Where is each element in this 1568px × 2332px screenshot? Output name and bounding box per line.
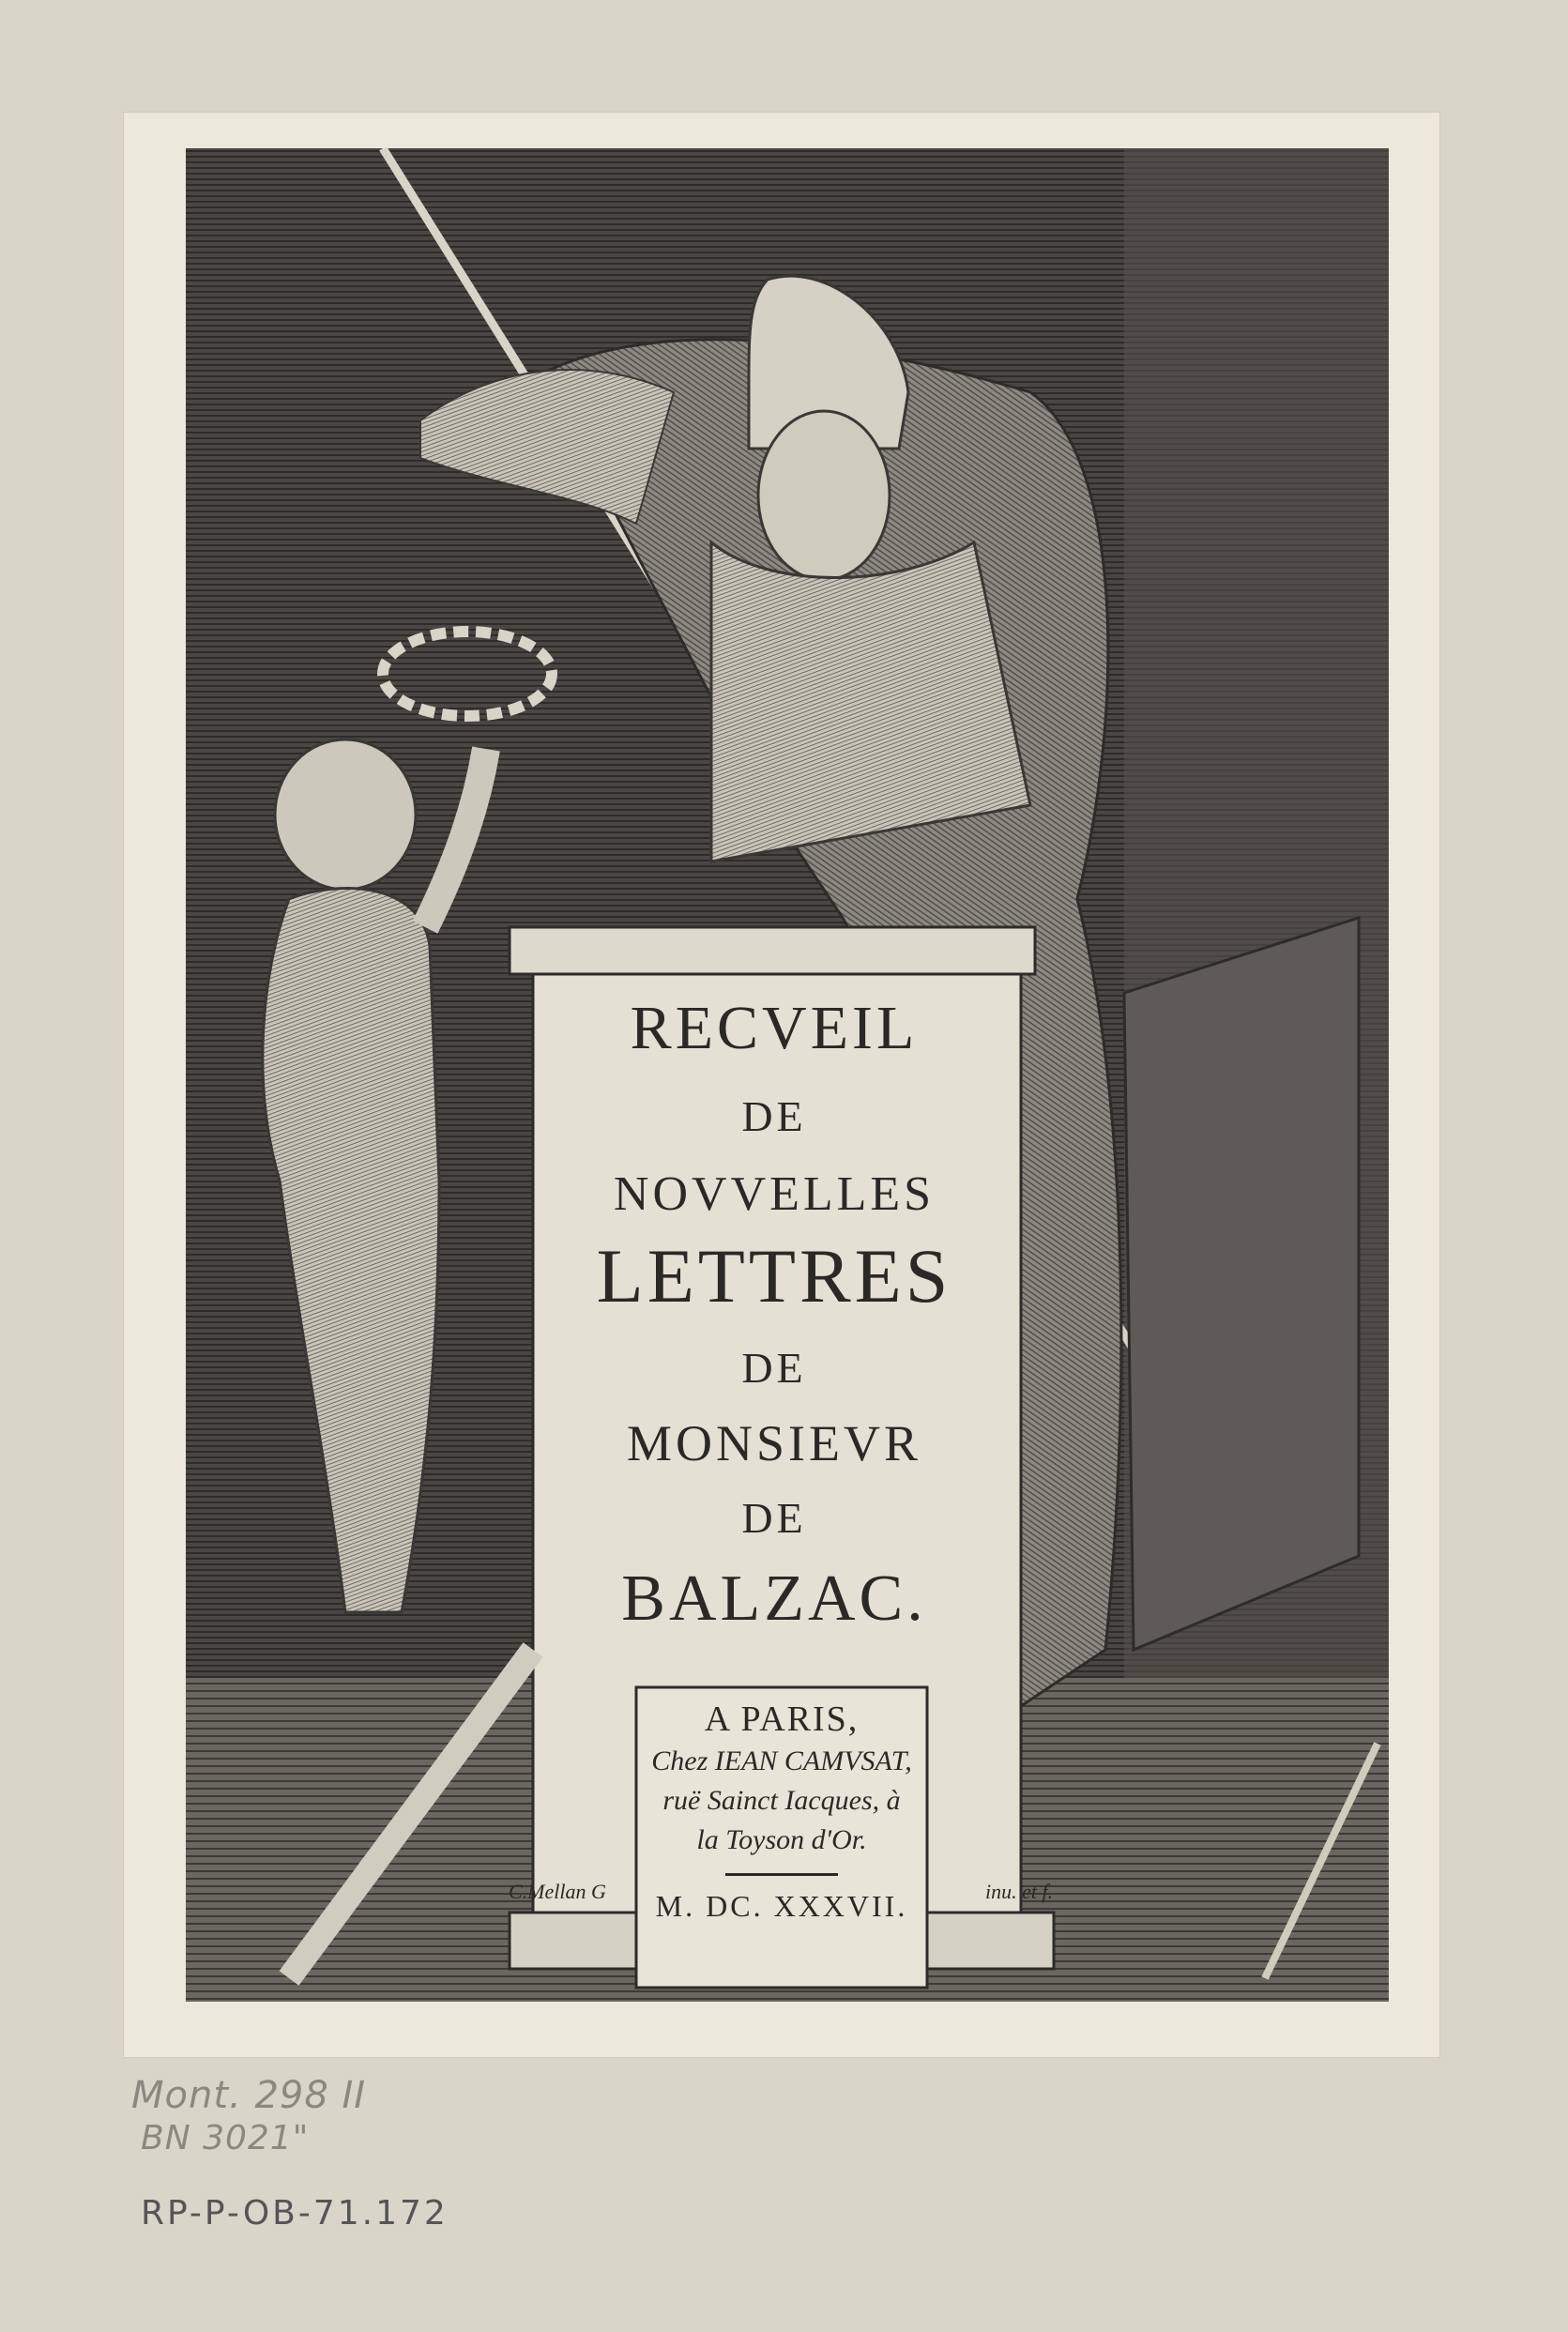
- shield: [1124, 918, 1359, 1650]
- title-line: MONSIEVR: [626, 1415, 922, 1471]
- putto-head: [275, 739, 416, 890]
- minerva-torso: [711, 542, 1030, 861]
- imprint-line: Chez IEAN CAMVSAT,: [651, 1745, 912, 1776]
- minerva-face: [758, 411, 890, 580]
- imprint-rule: [725, 1873, 838, 1876]
- engraving-plate: [186, 148, 1389, 2002]
- title-line: DE: [741, 1494, 807, 1542]
- title-line: LETTRES: [596, 1233, 952, 1318]
- handwritten-note: Mont. 298 II: [131, 2074, 367, 2117]
- inventory-number: RP-P-OB-71.172: [141, 2194, 449, 2233]
- title-line: RECVEIL: [630, 994, 919, 1062]
- imprint-line: la Toyson d'Or.: [696, 1824, 867, 1855]
- inventor-signature: inu. et f.: [985, 1880, 1054, 1903]
- imprint-text: [641, 1697, 922, 1988]
- pedestal-cap: [510, 927, 1035, 974]
- imprint-line: ruë Sainct Iacques, à: [662, 1785, 901, 1816]
- handwritten-note: BN 3021": [141, 2119, 310, 2157]
- title-line: BALZAC.: [621, 1562, 927, 1635]
- engraver-signature: C.Mellan G: [509, 1880, 606, 1903]
- title-line: DE: [741, 1344, 807, 1392]
- imprint-line: A PARIS,: [704, 1699, 860, 1739]
- title-line: DE: [741, 1092, 807, 1140]
- imprint-date: M. DC. XXXVII.: [655, 1889, 908, 1923]
- title-line: NOVVELLES: [613, 1167, 936, 1221]
